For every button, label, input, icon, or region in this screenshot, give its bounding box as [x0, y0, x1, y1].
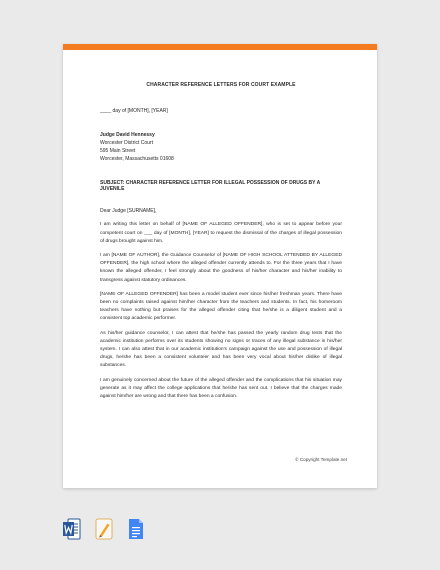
recipient-line: Worcester, Massachusetts 01608 [100, 156, 174, 163]
word-icon[interactable] [63, 518, 81, 540]
letter-body [100, 82, 342, 407]
pages-icon[interactable] [95, 518, 113, 540]
recipient-line: 595 Main Street [100, 148, 136, 155]
date-line: ____ day of [MONTH], [YEAR] [100, 108, 168, 114]
copyright-text: © Copyright Template.net [295, 457, 347, 462]
paragraph: I am genuinely concerned about the future of the alleged offender and the complications that his situation may generate as it may affect the college applications that he/she has sent out. I believe that the charges made against him/her are wrong and that there has been a confusion. [100, 377, 342, 400]
subject-line: SUBJECT: CHARACTER REFERENCE LETTER FOR ILLEGAL POSSESSION OF DRUGS BY A JUVENILE [100, 180, 321, 193]
paragraph: I am writing this letter on behalf of [NAME OF ALLEGED OFFENDER], who is set to appear before your competent court on ___ day of [MONTH], [YEAR] to request the dismissal of the charges of illegal possession of drugs brought against him. [100, 222, 342, 244]
recipient-address [100, 131, 342, 163]
google-docs-icon[interactable] [127, 518, 145, 540]
salutation: Dear Judge [SURNAME], [100, 208, 157, 215]
accent-bar [63, 44, 377, 50]
paragraph: As his/her guidance counselor, I can attest that he/she has passed the yearly random drug tests that the academic institution performs over its students showing no signs or traces of any illegal substance in his/her system. I can also attest that in our academic institution's campaign against the use and possession of illegal drugs, he/she has been a consistent volunteer and has been very vocal about his/her dislike of illegal substances. [100, 330, 342, 369]
recipient-name: Judge David Hennessy [100, 132, 155, 138]
recipient-line: Worcester District Court [100, 140, 153, 147]
file-format-icons [63, 517, 145, 541]
paragraph: [NAME OF ALLEGED OFFENDER] has been a model student ever since his/her freshman years. There have been no complaints raised against him/her character from the teachers and students. In fact, his homeroom teachers have nothing but praises for the alleged offender citing that he/she is a diligent student and a consistent top academic performer. [100, 291, 342, 322]
letter-preview [63, 44, 377, 488]
letter-title: CHARACTER REFERENCE LETTERS FOR COURT EXAMPLE [146, 82, 296, 88]
paragraph: I am [NAME OF AUTHOR], the Guidance Counselor of [NAME OF HIGH SCHOOL ATTENDED BY ALLEGED OFFENDER], the high school where the alleged offender currently attends to. For the three years that I have known the alleged offender, I feel strongly about the goodness of his/her character and his/her inability to transgress against statutory ordinances. [100, 252, 342, 283]
